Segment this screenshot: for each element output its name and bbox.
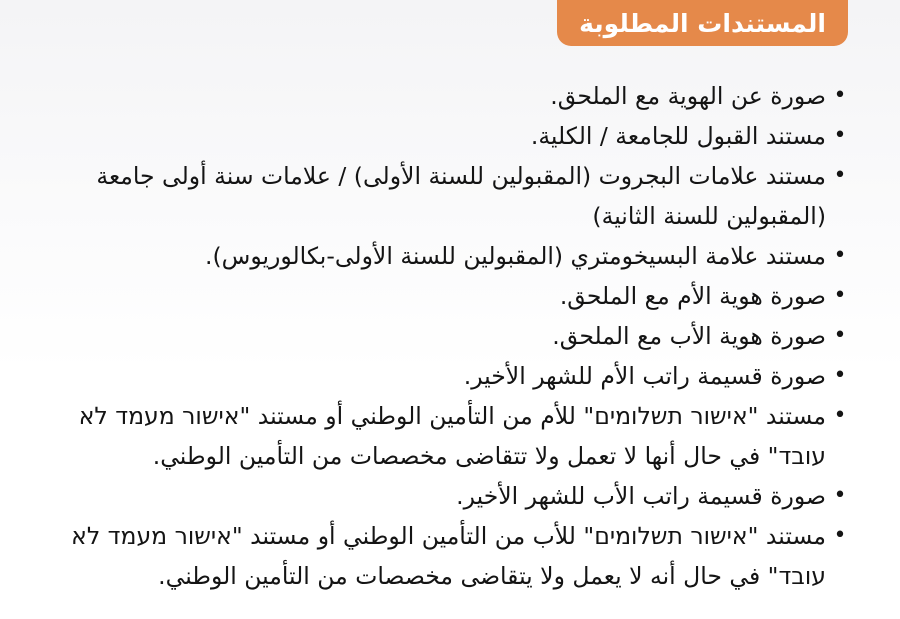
- list-item: [48, 116, 848, 156]
- required-documents-list: [48, 76, 848, 596]
- list-item: [48, 276, 848, 316]
- list-item-text: مستند "אישור תשלומים" للأم من التأمين الوطني أو مستند "אישור מעמד לא עובד" في حال أنها لا تعمل ولا تتقاضى مخصصات من التأمين الوطني.: [78, 402, 826, 470]
- list-item: [48, 356, 848, 396]
- bullet-icon: •: [833, 403, 847, 428]
- bullet-icon: •: [833, 523, 847, 548]
- bullet-icon: •: [833, 83, 847, 108]
- list-item-text: صورة هوية الأب مع الملحق.: [552, 322, 826, 350]
- bullet-icon: •: [833, 243, 847, 268]
- list-item-text: صورة قسيمة راتب الأب للشهر الأخير.: [456, 482, 826, 510]
- bullet-icon: •: [833, 163, 847, 188]
- list-item: [48, 516, 848, 596]
- list-item: [48, 76, 848, 116]
- list-item: [48, 156, 848, 236]
- bullet-icon: •: [833, 283, 847, 308]
- list-item-text: صورة عن الهوية مع الملحق.: [550, 82, 826, 110]
- list-item-text: مستند علامة البسيخومتري (المقبولين للسنة الأولى-بكالوريوس).: [205, 242, 826, 270]
- list-item-text: مستند "אישור תשלומים" للأب من التأمين الوطني أو مستند "אישור מעמד לא עובד" في حال أنه لا يعمل ولا يتقاضى مخصصات من التأمين الوطني.: [71, 522, 826, 590]
- bullet-icon: •: [833, 363, 847, 388]
- list-item: [48, 476, 848, 516]
- list-item: [48, 236, 848, 276]
- list-item-text: مستند علامات البجروت (المقبولين للسنة الأولى) / علامات سنة أولى جامعة (المقبولين للسنة الثانية): [96, 162, 826, 230]
- list-item-text: صورة قسيمة راتب الأم للشهر الأخير.: [463, 362, 826, 390]
- list-item-text: مستند القبول للجامعة / الكلية.: [530, 122, 826, 150]
- bullet-icon: •: [833, 123, 847, 148]
- list-item-text: صورة هوية الأم مع الملحق.: [559, 282, 826, 310]
- list-item: [48, 316, 848, 356]
- bullet-icon: •: [833, 323, 847, 348]
- list-item: [48, 396, 848, 476]
- page-title: المستندات المطلوبة: [557, 0, 848, 46]
- bullet-icon: •: [833, 483, 847, 508]
